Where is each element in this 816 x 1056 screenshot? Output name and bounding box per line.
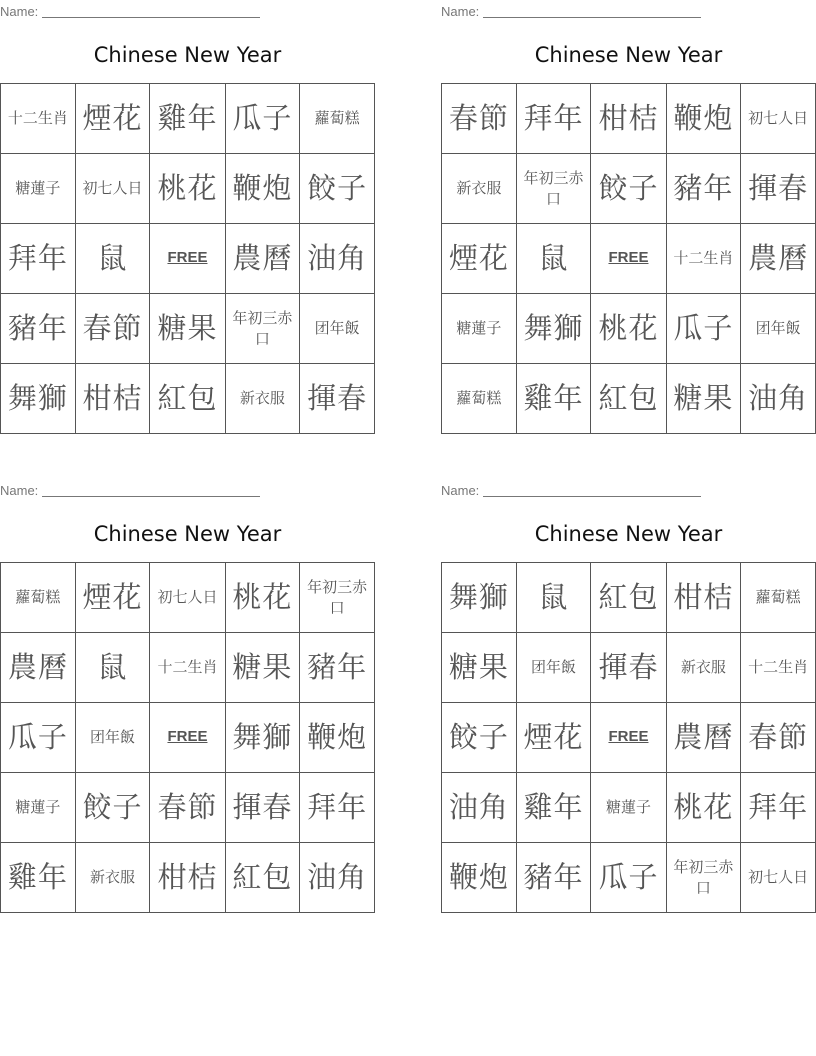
bingo-cell: 年初三赤口 [666,843,741,913]
name-blank-line [483,484,701,497]
grid-row [1,843,375,913]
bingo-cell: 糖蓮子 [442,294,517,364]
bingo-cell: 煙花 [516,703,591,773]
bingo-cell: 桃花 [591,294,666,364]
bingo-cell: 紅包 [225,843,300,913]
name-field [441,482,701,498]
bingo-cell: 新衣服 [225,364,300,434]
bingo-cell: 雞年 [516,364,591,434]
bingo-cell: 蘿蔔糕 [442,364,517,434]
bingo-cell: 拜年 [300,773,375,843]
name-label: Name: [441,4,480,19]
bingo-cell: 春節 [442,84,517,154]
bingo-cell: 柑桔 [666,563,741,633]
bingo-cell: 桃花 [225,563,300,633]
bingo-cell: 团年飯 [741,294,816,364]
bingo-cell: 舞獅 [1,364,76,434]
bingo-cell: 糖果 [150,294,225,364]
bingo-cell: 初七人日 [75,154,150,224]
bingo-cell: 餃子 [442,703,517,773]
bingo-cell: 豬年 [516,843,591,913]
bingo-cell: 鼠 [75,633,150,703]
grid-row [442,773,816,843]
grid-row [442,224,816,294]
bingo-cell: 鼠 [75,224,150,294]
grid-row [1,773,375,843]
bingo-cell: 团年飯 [516,633,591,703]
bingo-cell: 拜年 [741,773,816,843]
bingo-cell: 糖蓮子 [1,154,76,224]
bingo-cell: 揮春 [300,364,375,434]
bingo-cell: 瓜子 [225,84,300,154]
bingo-cell: 春節 [741,703,816,773]
bingo-cell: 团年飯 [300,294,375,364]
bingo-cell: 雞年 [1,843,76,913]
bingo-cell: 糖果 [666,364,741,434]
bingo-cell: 油角 [741,364,816,434]
bingo-cell: 煙花 [75,563,150,633]
grid-row [1,563,375,633]
bingo-grid [441,83,816,434]
bingo-cell: 柑桔 [75,364,150,434]
grid-row [442,633,816,703]
bingo-cell: 紅包 [591,563,666,633]
bingo-cell: 雞年 [516,773,591,843]
bingo-cell: 拜年 [516,84,591,154]
free-space: FREE [150,703,225,773]
bingo-cell: 鞭炮 [442,843,517,913]
bingo-cell: 瓜子 [1,703,76,773]
card-title: Chinese New Year [534,43,723,67]
grid-row [1,364,375,434]
free-space: FREE [591,224,666,294]
bingo-cell: 柑桔 [150,843,225,913]
grid-row [1,84,375,154]
name-blank-line [42,484,260,497]
free-space: FREE [150,224,225,294]
bingo-cell: 鞭炮 [225,154,300,224]
bingo-cell: 桃花 [150,154,225,224]
grid-row [1,633,375,703]
bingo-cell: 豬年 [666,154,741,224]
bingo-cell: 初七人日 [150,563,225,633]
bingo-cell: 農曆 [741,224,816,294]
grid-row [442,563,816,633]
bingo-cell: 紅包 [150,364,225,434]
name-blank-line [42,5,260,18]
bingo-cell: 餃子 [75,773,150,843]
grid-row [442,84,816,154]
bingo-grid [0,83,375,434]
grid-row [1,703,375,773]
bingo-cell: 十二生肖 [741,633,816,703]
grid-row [442,364,816,434]
grid-row [1,224,375,294]
grid-row [442,294,816,364]
bingo-cell: 蘿蔔糕 [741,563,816,633]
grid-row [442,703,816,773]
name-label: Name: [441,483,480,498]
bingo-cell: 春節 [75,294,150,364]
card-title: Chinese New Year [93,43,282,67]
bingo-cell: 瓜子 [666,294,741,364]
bingo-cell: 豬年 [300,633,375,703]
grid-row [442,843,816,913]
bingo-cell: 拜年 [1,224,76,294]
bingo-cell: 初七人日 [741,84,816,154]
bingo-cell: 糖蓮子 [591,773,666,843]
bingo-cell: 揮春 [225,773,300,843]
name-field [0,3,260,19]
bingo-cell: 春節 [150,773,225,843]
bingo-cell: 十二生肖 [666,224,741,294]
bingo-cell: 新衣服 [442,154,517,224]
name-field [0,482,260,498]
card-title: Chinese New Year [534,522,723,546]
bingo-cell: 糖果 [225,633,300,703]
bingo-grid [441,562,816,913]
grid-row [1,294,375,364]
bingo-cell: 蘿蔔糕 [300,84,375,154]
bingo-cell: 鼠 [516,224,591,294]
bingo-cell: 十二生肖 [1,84,76,154]
bingo-cell: 年初三赤口 [516,154,591,224]
bingo-cell: 油角 [300,843,375,913]
free-space: FREE [591,703,666,773]
bingo-cell: 餃子 [300,154,375,224]
bingo-cell: 油角 [442,773,517,843]
name-blank-line [483,5,701,18]
bingo-cell: 農曆 [1,633,76,703]
bingo-cell: 揮春 [591,633,666,703]
bingo-cell: 舞獅 [225,703,300,773]
bingo-cell: 餃子 [591,154,666,224]
bingo-cell: 舞獅 [516,294,591,364]
bingo-cell: 柑桔 [591,84,666,154]
bingo-cell: 舞獅 [442,563,517,633]
bingo-cell: 煙花 [442,224,517,294]
bingo-cell: 十二生肖 [150,633,225,703]
bingo-cell: 豬年 [1,294,76,364]
bingo-cell: 年初三赤口 [300,563,375,633]
name-field [441,3,701,19]
bingo-cell: 鞭炮 [666,84,741,154]
bingo-cell: 瓜子 [591,843,666,913]
grid-row [1,154,375,224]
bingo-cell: 新衣服 [666,633,741,703]
bingo-grid [0,562,375,913]
bingo-cell: 糖果 [442,633,517,703]
bingo-cell: 揮春 [741,154,816,224]
bingo-cell: 蘿蔔糕 [1,563,76,633]
bingo-cell: 油角 [300,224,375,294]
bingo-cell: 農曆 [225,224,300,294]
bingo-cell: 鼠 [516,563,591,633]
bingo-cell: 煙花 [75,84,150,154]
bingo-cell: 鞭炮 [300,703,375,773]
bingo-cell: 桃花 [666,773,741,843]
bingo-cell: 年初三赤口 [225,294,300,364]
bingo-cell: 紅包 [591,364,666,434]
name-label: Name: [0,4,39,19]
card-title: Chinese New Year [93,522,282,546]
bingo-cell: 雞年 [150,84,225,154]
bingo-cell: 農曆 [666,703,741,773]
grid-row [442,154,816,224]
bingo-cell: 新衣服 [75,843,150,913]
name-label: Name: [0,483,39,498]
bingo-cell: 初七人日 [741,843,816,913]
bingo-cell: 团年飯 [75,703,150,773]
bingo-cell: 糖蓮子 [1,773,76,843]
